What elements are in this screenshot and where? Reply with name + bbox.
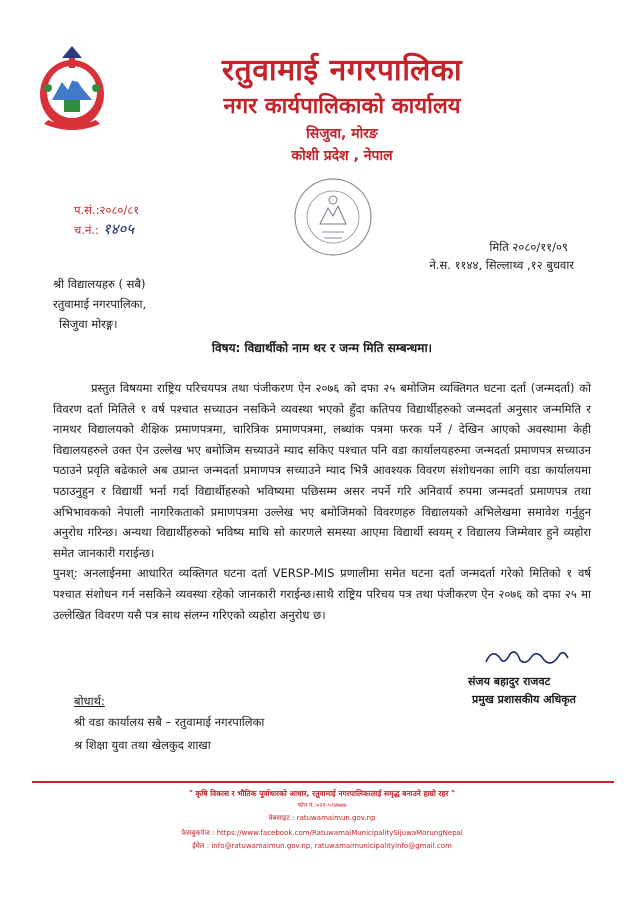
dispatch-value: १४०५ [102,220,135,238]
recipient-line-3: सिजुवा मोरङ्ग। [59,317,118,331]
dispatch-label: च.नं.: [74,223,99,237]
signatory-name: संजय बहादुर राजवट [468,675,551,688]
signature-icon [482,646,572,670]
cc-item: श्री वडा कार्यालय सबै – रतुवामाई नगरपालिका [74,715,265,729]
municipality-title: रतुवामाई नगरपालिका [221,53,463,88]
letter-subject: विषय: विद्यार्थीको नाम थर र जन्म मिति सम्बन्धमा। [211,341,433,355]
letter-body [53,378,591,625]
recipient-line-1: श्री विद्यालयहरु ( सबै) [53,277,146,291]
cc-item: श्र शिक्षा युवा तथा खेलकुद शाखा [74,738,211,752]
body-paragraph-2: पुनश्: अनलाईनमा आधारित व्यक्तिगत घटना दर्ता VERSP-MIS प्रणालीमा समेत घटना दर्ता जन्मदर्ता गरेको मितिको १ वर्ष पश्चात संशोधन गर्न नसकिने व्यवस्था रहेको जानकारी गराईन्छ।साथै राष्ट्रिय परिचय पत्र तथा पंजीकरण ऐन २०७६ को दफा २५ मा उल्लेखित विवरण यसै पत्र साथ संलग्न गरिएको व्यहोरा अनुरोध छ। [53,566,591,622]
footer-phone: फोन नं.:०२१-५९४७७७ [297,802,347,809]
recipient-line-2: रतुवामाई नगरपालिका, [53,297,147,311]
office-stamp-icon [292,176,374,258]
footer-divider [32,781,614,783]
cc-label: बोधार्थ: [74,694,105,708]
reference-number: प.सं.:२०८०/८१ [74,203,140,217]
footer-slogan: " कृषि विकास र भौतिक पूर्वाधारको आधार, रतुवामाई नगरपालिकालाई समृद्ध बनाउने हाम्रो रहर " [188,789,456,798]
letter-date-nepal-sambat: ने.स. ११४४, सिल्लाथ्व ,१२ बुधवार [429,258,574,272]
footer-facebook: फेसबुकपेज : https://www.facebook.com/RatuwamaiMunicipalitySijuwaMorungNepal [181,829,463,837]
office-title: नगर कार्यपालिकाको कार्यालय [223,94,461,119]
footer-email: ईमेल : info@ratuwamaimun.gov.np, ratuwamaimunicipalityinfo@gmail.com [192,842,452,850]
office-province: कोशी प्रदेश , नेपाल [291,148,393,164]
dispatch-number [74,219,134,239]
footer-website: वेबसाइट : ratuwamaimun.gov.np [268,814,376,822]
office-location: सिजुवा, मोरङ [306,126,378,142]
signatory-title: प्रमुख प्रशासकीय अधिकृत [472,693,576,706]
letter-date: मिति २०८०/११/०९ [489,240,568,254]
body-paragraph-1: प्रस्तुत विषयमा राष्ट्रिय परिचयपत्र तथा पंजीकरण ऐन २०७६ को दफा २५ बमोजिम व्यक्तिगत घटना दर्ता (जन्मदर्ता) को विवरण दर्ता मितिले १ वर्ष पश्चात सच्याउन नसकिने व्यवस्था भएको हुँदा कतिपय विद्यार्थीहरुको जन्मदर्ता अनुसार जन्ममिति र नामथर विद्यालयको शैक्षिक प्रमाणपत्रमा, चारित्रिक प्रमाणपत्रमा, लब्धांक पत्रमा फरक पर्ने / देखिन आएको अवस्थामा केही विद्यालयहरुले उक्त ऐन उल्लेख भए बमोजिम सच्याउने म्याद सकिए पश्चात पनि वडा कार्यालयहरुमा जन्मदर्ता प्रमाणपत्र सच्याउन पठाउने प्रवृति बढेकाले अब उप्रान्त जन्मदर्ता प्रमाणपत्र सच्याउने म्याद भित्रै आवश्यक विवरण संशोधनका लागि वडा कार्यालयमा पठाउनुहुन र विद्यार्थी भर्ना गर्दा विद्यार्थीहरुको भविष्यमा पछिसम्म असर नपर्ने गरि अनिवार्य रुपमा जन्मदर्ता प्रमाणपत्र तथा अभिभावकको नेपाली नागरिकताको प्रमाणपत्रमा उल्लेख भए बमोजिमको विवरणहरु विद्यालयको अभिलेखमा समावेश गर्नुहुन अनुरोध गरिन्छ। अन्यथा विद्यार्थीहरुको भविष्य माथि सो कारणले समस्या आएमा विद्यार्थी स्वयम् र विद्यालय जिम्मेवार हुने व्यहोरा समेत जानकारी गराईन्छ। [53,381,591,560]
